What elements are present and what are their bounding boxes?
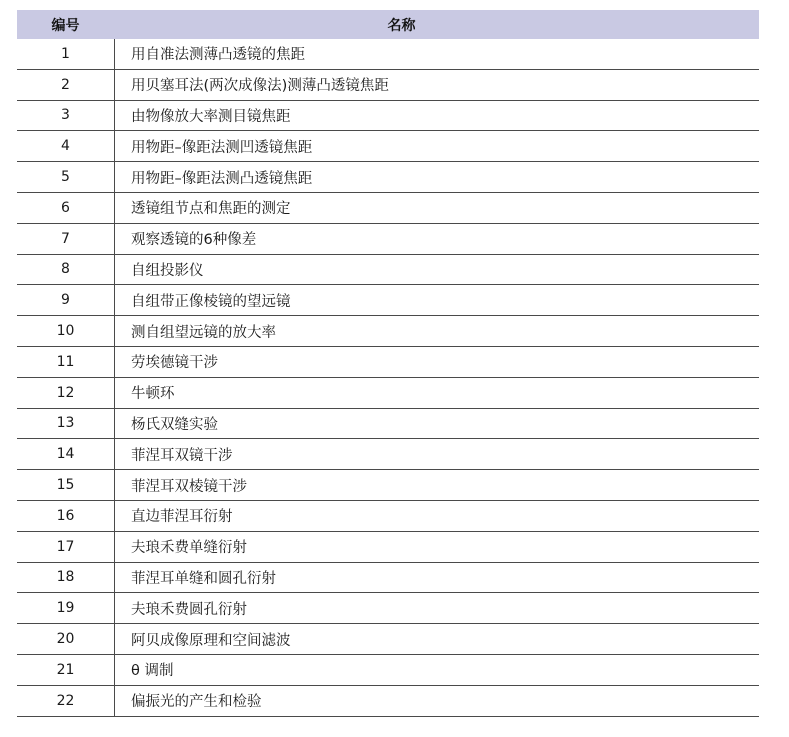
row-no: 18 — [56, 569, 75, 586]
table-row — [17, 193, 759, 224]
row-no: 15 — [56, 477, 75, 494]
table-row — [17, 409, 759, 440]
table-row — [17, 439, 759, 470]
row-no: 17 — [56, 538, 75, 555]
row-no: 20 — [56, 631, 75, 648]
table-row — [17, 624, 759, 655]
row-no: 8 — [61, 261, 70, 278]
row-name: 测自组望远镜的放大率 — [114, 316, 759, 346]
table-row — [17, 39, 759, 70]
table-row — [17, 255, 759, 286]
row-name: 自组带正像棱镜的望远镜 — [114, 285, 759, 315]
row-no: 11 — [56, 353, 75, 370]
row-no: 12 — [56, 384, 75, 401]
row-name: 菲涅耳双镜干涉 — [114, 439, 759, 469]
row-no: 6 — [61, 199, 70, 216]
table-row — [17, 563, 759, 594]
row-name: 观察透镜的6种像差 — [114, 224, 759, 254]
row-no: 13 — [56, 415, 75, 432]
experiment-table — [17, 10, 759, 717]
row-no: 16 — [56, 507, 75, 524]
row-no: 22 — [56, 692, 75, 709]
row-no: 1 — [61, 45, 70, 62]
table-row — [17, 131, 759, 162]
row-name: 用贝塞耳法(两次成像法)测薄凸透镜焦距 — [114, 70, 759, 100]
row-name: 偏振光的产生和检验 — [114, 686, 759, 716]
row-no: 3 — [61, 107, 70, 124]
row-no: 2 — [61, 76, 70, 93]
row-name: 用自准法测薄凸透镜的焦距 — [114, 39, 759, 69]
row-name: 由物像放大率测目镜焦距 — [114, 101, 759, 131]
row-no: 19 — [56, 600, 75, 617]
row-no: 14 — [56, 446, 75, 463]
table-row — [17, 162, 759, 193]
table-row — [17, 101, 759, 132]
row-name: 用物距–像距法测凹透镜焦距 — [114, 131, 759, 161]
table-row — [17, 378, 759, 409]
table-row — [17, 70, 759, 101]
header-name: 名称 — [387, 17, 416, 34]
row-no: 9 — [61, 292, 70, 309]
row-name: 透镜组节点和焦距的测定 — [114, 193, 759, 223]
row-no: 4 — [61, 138, 70, 155]
row-name: θ 调制 — [114, 655, 759, 685]
row-name: 牛顿环 — [114, 378, 759, 408]
row-no: 10 — [56, 323, 75, 340]
table-row — [17, 532, 759, 563]
row-name: 杨氏双缝实验 — [114, 409, 759, 439]
row-name: 夫琅禾费单缝衍射 — [114, 532, 759, 562]
row-name: 菲涅耳单缝和圆孔衍射 — [114, 563, 759, 593]
header-no: 编号 — [51, 17, 80, 34]
row-name: 阿贝成像原理和空间滤波 — [114, 624, 759, 654]
row-name: 夫琅禾费圆孔衍射 — [114, 593, 759, 623]
row-name: 直边菲涅耳衍射 — [114, 501, 759, 531]
row-no: 21 — [56, 661, 75, 678]
row-name: 自组投影仪 — [114, 255, 759, 285]
table-row — [17, 470, 759, 501]
table-row — [17, 224, 759, 255]
row-no: 7 — [61, 230, 70, 247]
row-name: 用物距–像距法测凸透镜焦距 — [114, 162, 759, 192]
table-row — [17, 593, 759, 624]
table-row — [17, 347, 759, 378]
table-row — [17, 285, 759, 316]
table-row — [17, 501, 759, 532]
table-header — [17, 10, 759, 39]
table-row — [17, 655, 759, 686]
table-row — [17, 316, 759, 347]
row-no: 5 — [61, 169, 70, 186]
row-name: 菲涅耳双棱镜干涉 — [114, 470, 759, 500]
table-row — [17, 686, 759, 717]
row-name: 劳埃德镜干涉 — [114, 347, 759, 377]
